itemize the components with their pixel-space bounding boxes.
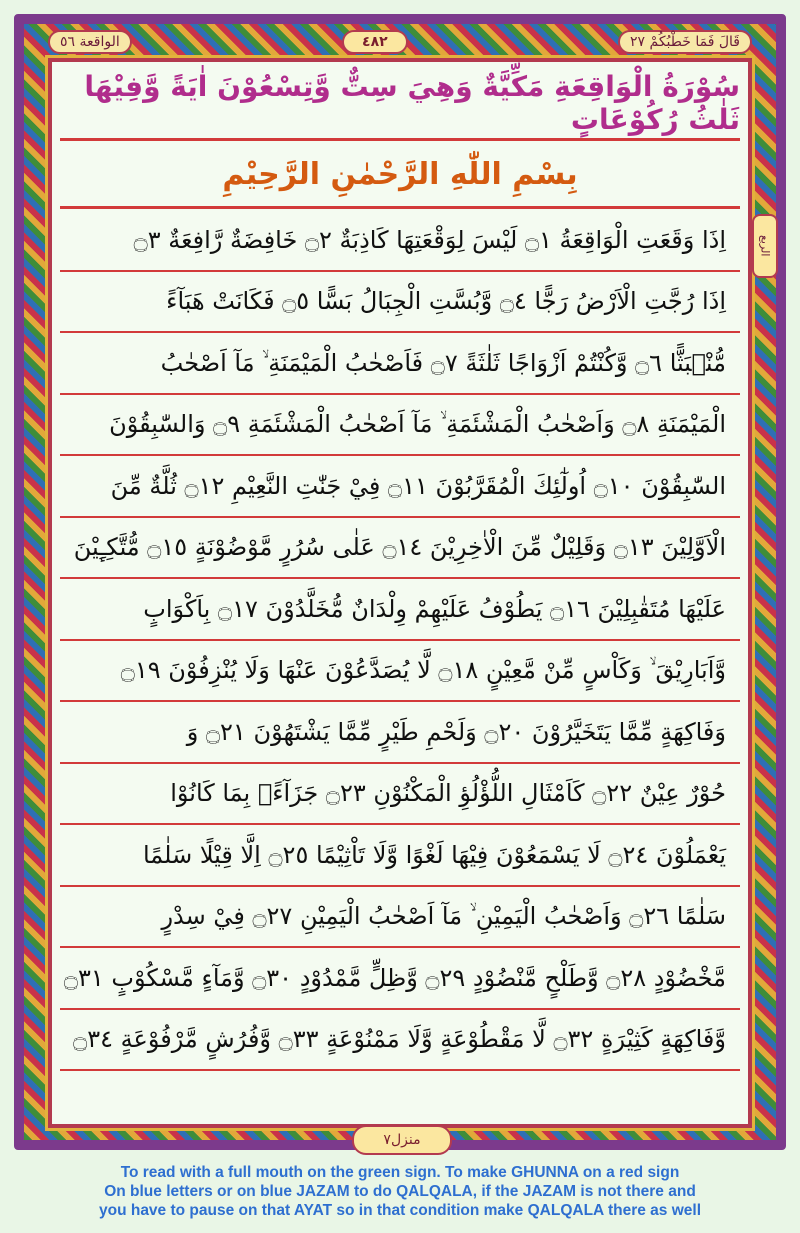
verse-lines xyxy=(60,210,740,1071)
verse-line: سَلٰمًا ۝٢٦ وَاَصْحٰبُ الْيَمِيْنِ ۙ مَآ اَصْحٰبُ الْيَمِيْنِ ۝٢٧ فِيْ سِدْرٍ xyxy=(60,887,740,949)
instruction-line: you have to pause on that AYAT so in that condition make QALQALA there as well xyxy=(98,1202,702,1219)
bismillah: بِسْمِ اللّٰهِ الرَّحْمٰنِ الرَّحِيْمِ xyxy=(60,142,740,209)
verse-line: مَّخْضُوْدٍ ۝٢٨ وَّطَلْحٍ مَّنْضُوْدٍ ۝٢٩ وَّظِلٍّ مَّمْدُوْدٍ ۝٣٠ وَّمَآءٍ مَّسْكُوْبٍ ۝٣١ xyxy=(60,948,740,1010)
verse-line: الْمَيْمَنَةِ ۝٨ وَاَصْحٰبُ الْمَشْئَمَةِ ۙ مَآ اَصْحٰبُ الْمَشْئَمَةِ ۝٩ وَالسّٰبِقُوْنَ xyxy=(60,395,740,457)
verse-line: السّٰبِقُوْنَ ۝١٠ اُولٰٓئِكَ الْمُقَرَّبُوْنَ ۝١١ فِيْ جَنّٰتِ النَّعِيْمِ ۝١٢ ثُلَّةٌ مِّنَ xyxy=(60,456,740,518)
page-header-bar xyxy=(48,26,752,58)
juz-label: الواقعة ٥٦ xyxy=(48,30,132,54)
verse-line: اِذَا وَقَعَتِ الْوَاقِعَةُ ۝١ لَيْسَ لِوَقْعَتِهَا كَاذِبَةٌ ۝٢ خَافِضَةٌ رَّافِعَةٌ ۝٣ xyxy=(60,210,740,272)
ruku-marker: الربع xyxy=(752,214,778,278)
manzil-badge: منزل٧ xyxy=(352,1125,452,1155)
section-label: قَالَ فَمَا خَطْبُكُمْ ٢٧ xyxy=(618,30,752,54)
verse-line: اِذَا رُجَّتِ الْاَرْضُ رَجًّا ۝٤ وَّبُسَّتِ الْجِبَالُ بَسًّا ۝٥ فَكَانَتْ هَبَآءً xyxy=(60,272,740,334)
verse-line: وَّفَاكِهَةٍ كَثِيْرَةٍ ۝٣٢ لَّا مَقْطُوْعَةٍ وَّلَا مَمْنُوْعَةٍ ۝٣٣ وَّفُرُشٍ مَّرْفُوْعَةٍ ۝٣٤ xyxy=(60,1010,740,1072)
instruction-line: On blue letters or on blue JAZAM to do QALQALA, if the JAZAM is not there and xyxy=(104,1183,696,1200)
tajweed-instructions xyxy=(0,1163,800,1220)
verse-line: عَلَيْهَا مُتَقٰبِلِيْنَ ۝١٦ يَطُوْفُ عَلَيْهِمْ وِلْدَانٌ مُّخَلَّدُوْنَ ۝١٧ بِاَكْوَابٍ xyxy=(60,579,740,641)
verse-line: وَفَاكِهَةٍ مِّمَّا يَتَخَيَّرُوْنَ ۝٢٠ وَلَحْمِ طَيْرٍ مِّمَّا يَشْتَهُوْنَ ۝٢١ وَ xyxy=(60,702,740,764)
verse-line: وَّاَبَارِيْقَ ۙ وَكَاْسٍ مِّنْ مَّعِيْنٍ ۝١٨ لَّا يُصَدَّعُوْنَ عَنْهَا وَلَا يُنْزِفُوْنَ ۝١٩ xyxy=(60,641,740,703)
surah-title: سُوْرَةُ الْوَاقِعَةِ مَكِّيَّةٌ وَهِيَ سِتٌّ وَّتِسْعُوْنَ اٰيَةً وَّفِيْهَا ثَلٰثُ رُكُوْعَاتٍ xyxy=(60,68,740,141)
verse-line: الْاَوَّلِيْنَ ۝١٣ وَقَلِيْلٌ مِّنَ الْاٰخِرِيْنَ ۝١٤ عَلٰى سُرُرٍ مَّوْضُوْنَةٍ ۝١٥ مُّتَّكِـِٕيْنَ xyxy=(60,518,740,580)
verse-line: يَعْمَلُوْنَ ۝٢٤ لَا يَسْمَعُوْنَ فِيْهَا لَغْوًا وَّلَا تَاْثِيْمًا ۝٢٥ اِلَّا قِيْلًا سَلٰمًا xyxy=(60,825,740,887)
verse-line: مُّنْۢبَثًّا ۝٦ وَّكُنْتُمْ اَزْوَاجًا ثَلٰثَةً ۝٧ فَاَصْحٰبُ الْمَيْمَنَةِ ۙ مَآ اَصْحٰبُ xyxy=(60,333,740,395)
verse-line: حُوْرٌ عِيْنٌ ۝٢٢ كَاَمْثَالِ اللُّؤْلُؤِ الْمَكْنُوْنِ ۝٢٣ جَزَآءًۢ بِمَا كَانُوْا xyxy=(60,764,740,826)
instruction-line: To read with a full mouth on the green sign. To make GHUNNA on a red sign xyxy=(120,1164,680,1181)
page-number: ٤٨٢ xyxy=(342,30,408,54)
